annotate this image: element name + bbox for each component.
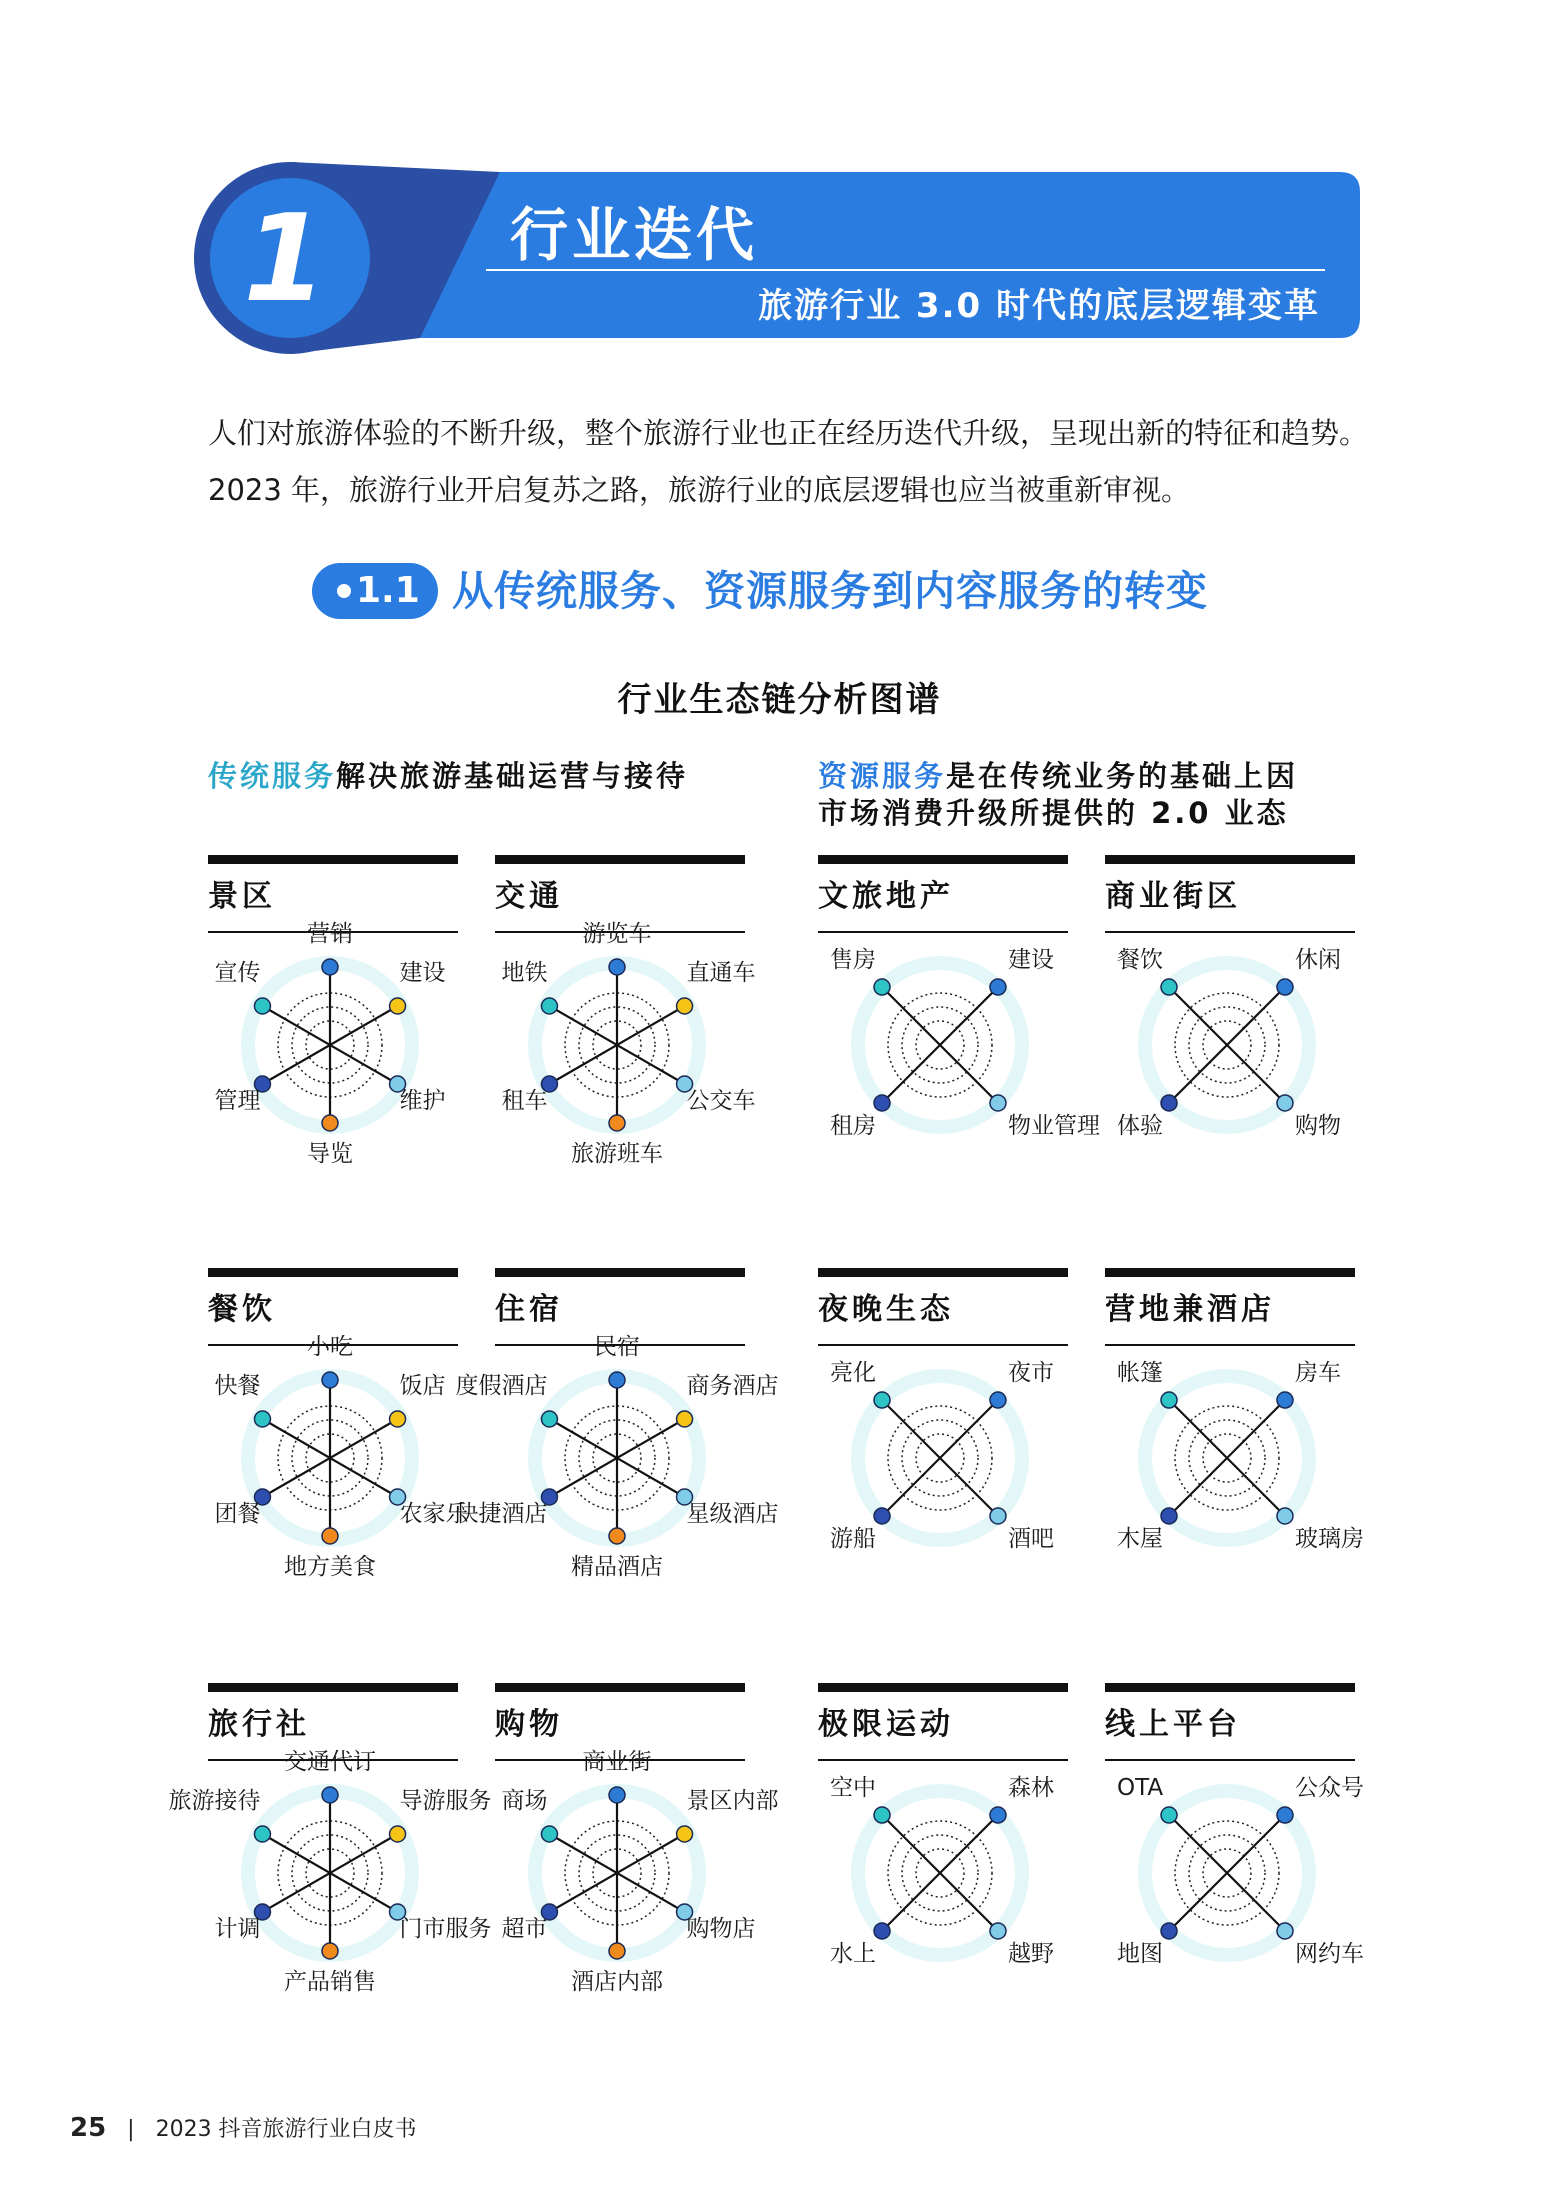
radar-node (609, 1943, 625, 1959)
radar-label: 玻璃房 (1294, 1525, 1364, 1552)
radar-label: 越野 (1007, 1940, 1054, 1967)
radar-node (254, 1826, 270, 1842)
radar-label: 酒店内部 (571, 1969, 663, 1995)
radar-label: 超市 (501, 1916, 548, 1942)
panel-rule-top (1105, 1683, 1355, 1692)
intro-paragraph: 人们对旅游体验的不断升级，整个旅游行业也正在经历迭代升级，呈现出新的特征和趋势。2023 年，旅游行业开启复苏之路，旅游行业的底层逻辑也应当被重新审视。 (208, 416, 1369, 507)
panel-rule-top (208, 1268, 458, 1277)
radar-label: 宣传 (214, 960, 261, 986)
radar-node (990, 979, 1006, 995)
radar-label: 快餐 (214, 1373, 261, 1399)
radar-node (1277, 1923, 1293, 1939)
radar-label: 地方美食 (284, 1554, 376, 1580)
panel-rule-top (495, 1268, 745, 1277)
panel-title: 线上平台 (1105, 1707, 1241, 1742)
radar-label: 农家乐 (399, 1501, 469, 1527)
radar-label: OTA (1117, 1775, 1164, 1802)
radar-chart (200, 1743, 460, 2003)
radar-label: 售房 (830, 947, 877, 974)
panel-title: 旅行社 (208, 1707, 310, 1742)
radar-label: 商场 (501, 1788, 548, 1814)
panel-title: 商业街区 (1105, 879, 1241, 914)
radar-node (1277, 1095, 1293, 1111)
panel-title: 极限运动 (818, 1707, 954, 1742)
radar-label: 租车 (501, 1088, 548, 1114)
radar-node (1277, 979, 1293, 995)
radar-label: 计调 (214, 1916, 261, 1942)
footer-separator: | (113, 2117, 149, 2142)
radar-node (1277, 1508, 1293, 1524)
radar-node (1161, 1392, 1177, 1408)
radar-label: 快捷酒店 (455, 1501, 548, 1527)
radar-node (1161, 979, 1177, 995)
left-column-heading (208, 758, 688, 795)
radar-chart (487, 1743, 747, 2003)
radar-node (322, 1943, 338, 1959)
radar-node (1161, 1923, 1177, 1939)
radar-node (541, 998, 557, 1014)
radar-node (990, 1095, 1006, 1111)
panel-rule-top (208, 1683, 458, 1692)
radar-node (609, 1115, 625, 1131)
radar-label: 导游服务 (399, 1788, 492, 1814)
radar-node (390, 998, 406, 1014)
radar-label: 门市服务 (399, 1916, 492, 1942)
page-footer (70, 2112, 417, 2143)
chapter-number: 1 (243, 190, 327, 329)
panel-rule-top (495, 1683, 745, 1692)
radar-node (677, 998, 693, 1014)
radar-label: 购物 (1294, 1112, 1341, 1139)
radar-node (874, 979, 890, 995)
radar-node (609, 959, 625, 975)
radar-label: 商务酒店 (686, 1373, 779, 1399)
radar-label: 旅游接待 (168, 1788, 261, 1814)
panel-rule-top (208, 855, 458, 864)
left-column-text: 解决旅游基础运营与接待 (336, 759, 689, 793)
radar-label: 小吃 (307, 1334, 353, 1360)
page-number: 25 (70, 2113, 107, 2143)
figure-title: 行业生态链分析图谱 (617, 680, 942, 720)
radar-label: 商业街 (582, 1749, 652, 1775)
radar-chart (487, 1328, 747, 1588)
panel-rule-top (1105, 1268, 1355, 1277)
radar-label: 体验 (1117, 1112, 1164, 1139)
radar-label: 休闲 (1294, 947, 1341, 974)
radar-node (677, 1411, 693, 1427)
radar-node (874, 1095, 890, 1111)
radar-label: 租房 (830, 1112, 877, 1139)
footer-text: 2023 抖音旅游行业白皮书 (155, 2117, 417, 2142)
radar-node (1161, 1508, 1177, 1524)
radar-node (322, 1528, 338, 1544)
radar-node (874, 1807, 890, 1823)
radar-label: 营销 (307, 921, 353, 947)
panel-title: 景区 (208, 879, 276, 914)
radar-node (990, 1807, 1006, 1823)
radar-node (1277, 1392, 1293, 1408)
radar-label: 夜市 (1007, 1360, 1054, 1387)
section-title: 从传统服务、资源服务到内容服务的转变 (452, 567, 1208, 615)
radar-label: 团餐 (214, 1501, 261, 1527)
radar-label: 度假酒店 (455, 1373, 548, 1399)
panel-rule-top (818, 1268, 1068, 1277)
radar-label: 交通代订 (284, 1749, 376, 1775)
radar-label: 公交车 (686, 1088, 756, 1114)
radar-node (254, 1411, 270, 1427)
panel-title: 交通 (495, 879, 563, 914)
radar-node (322, 959, 338, 975)
radar-node (322, 1115, 338, 1131)
radar-label: 饭店 (399, 1373, 446, 1399)
radar-label: 网约车 (1294, 1940, 1364, 1967)
panel-title: 餐饮 (208, 1292, 276, 1327)
radar-label: 地铁 (501, 960, 548, 986)
radar-node (990, 1508, 1006, 1524)
radar-node (322, 1372, 338, 1388)
radar-chart (487, 915, 747, 1175)
radar-label: 星级酒店 (686, 1501, 779, 1527)
right-column-heading (818, 758, 1298, 832)
radar-label: 建设 (1007, 947, 1054, 974)
radar-node (677, 1826, 693, 1842)
radar-label: 建设 (399, 960, 446, 986)
radar-label: 民宿 (594, 1334, 640, 1360)
radar-label: 物业管理 (1007, 1112, 1100, 1139)
radar-node (609, 1528, 625, 1544)
radar-node (609, 1787, 625, 1803)
radar-node (322, 1787, 338, 1803)
radar-node (990, 1923, 1006, 1939)
radar-node (1161, 1807, 1177, 1823)
radar-label: 购物店 (686, 1916, 756, 1942)
radar-node (541, 1411, 557, 1427)
panel-rule-top (818, 855, 1068, 864)
chapter-subtitle: 旅游行业 3.0 时代的底层逻辑变革 (758, 286, 1320, 326)
panel-title: 夜晚生态 (818, 1292, 954, 1327)
radar-label: 直通车 (686, 960, 756, 986)
radar-node (1161, 1095, 1177, 1111)
panel-title: 文旅地产 (818, 879, 954, 914)
panel-title: 购物 (495, 1707, 563, 1742)
radar-label: 餐饮 (1117, 947, 1164, 974)
radar-label: 水上 (830, 1940, 877, 1967)
section-number: 1.1 (356, 570, 420, 611)
radar-node (609, 1372, 625, 1388)
radar-label: 空中 (830, 1775, 877, 1802)
radar-node (390, 1826, 406, 1842)
left-column-highlight: 传统服务 (208, 759, 337, 793)
chapter-title: 行业迭代 (510, 201, 759, 269)
radar-label: 亮化 (830, 1360, 877, 1387)
radar-node (1277, 1807, 1293, 1823)
radar-label: 公众号 (1294, 1775, 1364, 1802)
radar-label: 酒吧 (1007, 1525, 1054, 1552)
radar-label: 维护 (399, 1088, 446, 1114)
radar-chart (200, 1328, 460, 1588)
panel-title: 住宿 (495, 1292, 563, 1327)
radar-label: 旅游班车 (571, 1141, 663, 1167)
panel-rule-top (1105, 855, 1355, 864)
radar-node (874, 1508, 890, 1524)
panel-rule-top (818, 1683, 1068, 1692)
radar-label: 游览车 (582, 921, 652, 947)
radar-node (874, 1392, 890, 1408)
radar-label: 帐篷 (1117, 1360, 1164, 1387)
radar-label: 房车 (1294, 1360, 1341, 1387)
radar-label: 产品销售 (284, 1969, 376, 1995)
panel-title: 营地兼酒店 (1105, 1292, 1275, 1327)
panel-rule-top (495, 855, 745, 864)
radar-label: 木屋 (1117, 1525, 1164, 1552)
radar-label: 管理 (214, 1088, 261, 1114)
radar-label: 精品酒店 (571, 1554, 663, 1580)
right-column-text: 是在传统业务的基础上因 (946, 759, 1299, 793)
radar-node (541, 1826, 557, 1842)
radar-label: 游船 (830, 1525, 877, 1552)
radar-label: 景区内部 (686, 1788, 779, 1814)
radar-label: 导览 (307, 1141, 353, 1167)
radar-chart (200, 915, 460, 1175)
radar-node (990, 1392, 1006, 1408)
section-dot-icon (337, 584, 351, 598)
radar-node (390, 1411, 406, 1427)
radar-label: 地图 (1117, 1940, 1164, 1967)
radar-node (874, 1923, 890, 1939)
right-column-highlight: 资源服务 (818, 759, 947, 793)
radar-node (254, 998, 270, 1014)
right-column-line2: 市场消费升级所提供的 2.0 业态 (818, 796, 1289, 830)
radar-label: 森林 (1007, 1775, 1054, 1802)
